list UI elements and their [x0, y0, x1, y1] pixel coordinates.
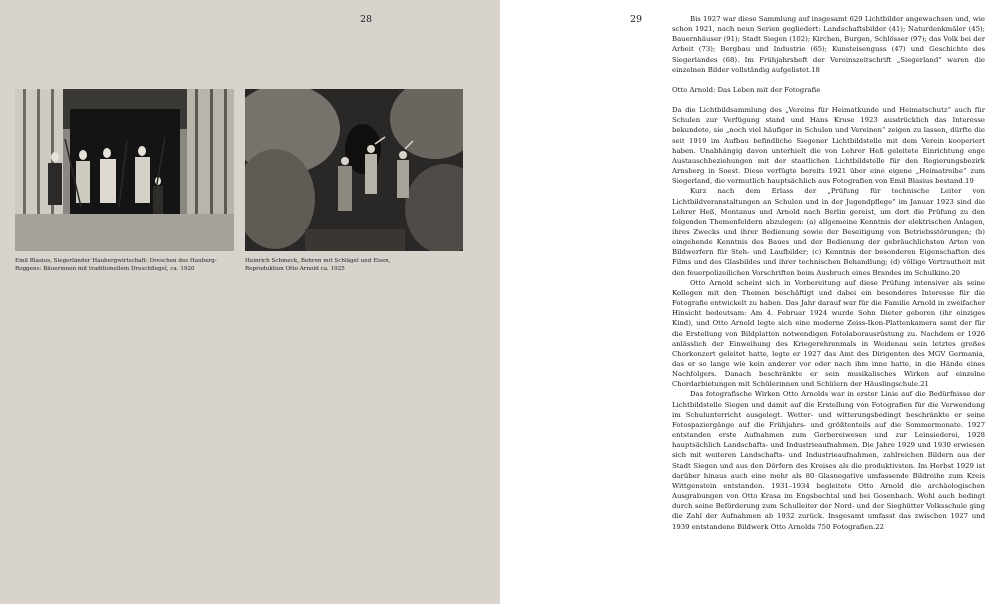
caption-photo-mine: [245, 257, 465, 273]
section-heading: Otto Arnold: Das Leben mit der Fotografie: [672, 85, 821, 94]
photo-mine-drilling: [245, 89, 463, 251]
caption-mine-line2: Reproduktion Otto Arnold ca. 1925: [245, 266, 345, 272]
page-number-left: 28: [360, 14, 373, 25]
paragraph-pruefung: Kurz nach dem Erlass der „Prüfung für technische Leiter von Lichtbildveranstaltungen an Schulen und in der Jugendpflege“ im Januar 1923 sind die Lehrer Heß, Montanus und Arnold nach Berlin gereist, um dort die Prüfung zu den folgenden Themenfeldern abzulegen: (a) allgemeine Kenntnis der elektrischen Anlagen, ihres Zwecks und ihrer Bedienung sowie der Beseitigung von Betriebsstörungen; (b) eingehende Kenntnis des Baues und der Bedienung der gebräuchlichsten Arten von Bildwerfern für Steh- und Laufbilder; (c) Kenntnis der besonderen Eigenschaften des Films und des Glasbildes und ihrer technischen Behandlung; (d) völlige Vertrautheit mit den feuerpolizeilichen Vorschriften beim Ausbruch eines Brandes im Schulkino.20: [672, 187, 985, 277]
paragraph-otto-arnold: Otto Arnold scheint sich in Vorbereitung auf diese Prüfung intensiver als seine Kollegen mit den Themen beschäftigt und dabei ein besonderes Interesse für die Fotografie entwickelt zu haben. Das Jahr darauf war für die Familie Arnold in zweifacher Hinsicht bedeutsam: Am 4. Februar 1924 wurde Sohn Dieter geboren (ihr einziges Kind), und Otto Arnold legte sich eine moderne Zeiss-Ikon-Plattenkamera samt der für die Erstellung von Bildplatten notwendigen Fotolaborausrüstung zu. Nachdem er 1926 anlässlich der Einweihung des Kriegerehrenmals in Weidenau sein letztes großes Chorkonzert geleitet hatte, legte er 1927 das Amt des Dirigenten des MGV Germania, das er so lange wie kein anderer vor oder nach ihm inne hatte, in die Hände eines Nachfolgers. Danach beschränkte er sein musikalisches Wirken auf einzelne Chordarbietungen mit Schülerinnen und Schülern der Häuslingschule.21: [672, 278, 985, 389]
page-number-right: 29: [630, 14, 643, 25]
threshing-photo-image: [15, 89, 234, 251]
caption-photo-threshing: [15, 257, 240, 273]
paragraph-lichtbildsammlung: Da die Lichtbildsammlung des „Vereins für Heimatkunde und Heimatschutz“ auch für Schulen zur Verfügung stand und Hans Kruse 1923 ausdrücklich das Interesse bekundete, sie „noch viel häufiger in Schulen und Vereinen“ zeigen zu lassen, dürfte die seit 1919 im Aufbau befindliche Siegener Lichtbildstelle mit dem Verein kooperiert haben. Unabhängig davon unterhielt die von Lehrer Heß geleitete Einrichtung enge Austauschbeziehungen mit der staatlichen Lichtbildstelle für den Regierungsbezirk Arnsberg in Soest. Diese verfügte bereits 1921 über eine eigene „Heimatreihe“ zum Siegerland, die vermutlich hauptsächlich aus Fotografien von Emil Blasius bestand.19: [672, 106, 985, 186]
paragraph-collection-1927: Bis 1927 war diese Sammlung auf insgesamt 629 Lichtbilder angewachsen und, wie schon 1921, nach neun Serien gegliedert: Landschaftsbilder (41); Naturdenkmäler (45); Bauernhäuser (91); Stadt Siegen (102); Kirchen, Burgen, Schlösser (97); das Volk bei der Arbeit (73); Bergbau und Industrie (65); Kunsteisenguss (47) und Geschichte des Siegerlandes (68). Im Frühjahrsheft der Vereinszeitschrift „Siegerland“ waren die einzelnen Bilder vollständig aufgelistet.18: [672, 15, 985, 74]
mine-photo-image: [245, 89, 463, 251]
caption-mine-line1: Heinrich Schmeck, Bohren mit Schlägel und Eisen,: [245, 258, 391, 264]
photo-threshing-women: [15, 89, 234, 251]
caption-threshing-line2: Roggens: Bäuerinnen mit traditionellem Dreschflegel, ca. 1920: [15, 266, 195, 272]
paragraph-fotografisches-wirken: Das fotografische Wirken Otto Arnolds war in erster Linie auf die Bedürfnisse der Lichtbildstelle Siegen und damit auf die Erstellung von Fotografien für die Verwendung im Schulunterricht ausgelegt. Wetter- und witterungsbedingt beschränkte er seine Fotospaziergänge auf die Frühjahrs- und größtenteils auf die Sommermonate. 1927 entstanden erste Aufnahmen zum Gerbereiwesen und zur Leinsiederei, 1928 hauptsächlich Landschafts- und Industrieaufnahmen. Die Jahre 1929 und 1930 erwiesen sich mit weiteren Landschafts- und Industrieaufnahmen, zahlreichen Bildern aus der Stadt Siegen und aus den Dörfern des Kreises als die produktivsten. Im Herbst 1929 ist darüber hinaus auch eine mehr als 80 Glasnegative umfassende Bildreihe zum Kreis Wittgenstein entstanden. 1931–1934 begleitete Otto Arnold die archäologischen Ausgrabungen von Otto Krasa im Engsbachtal und bei Gosenbach. Wohl auch bedingt durch seine Beförderung zum Schulleiter der Nord- und der Sieghütter Volksschule ging die Zahl der Aufnahmen ab 1932 zurück. Insgesamt umfasst das zwischen 1927 und 1939 entstandene Bildwerk Otto Arnolds 750 Fotografien.22: [672, 390, 985, 531]
right-page-body: [672, 14, 985, 532]
caption-threshing-line1: Emil Blasius, Siegerländer Haubergwirtschaft: Dreschen des Hauberg-: [15, 258, 217, 264]
